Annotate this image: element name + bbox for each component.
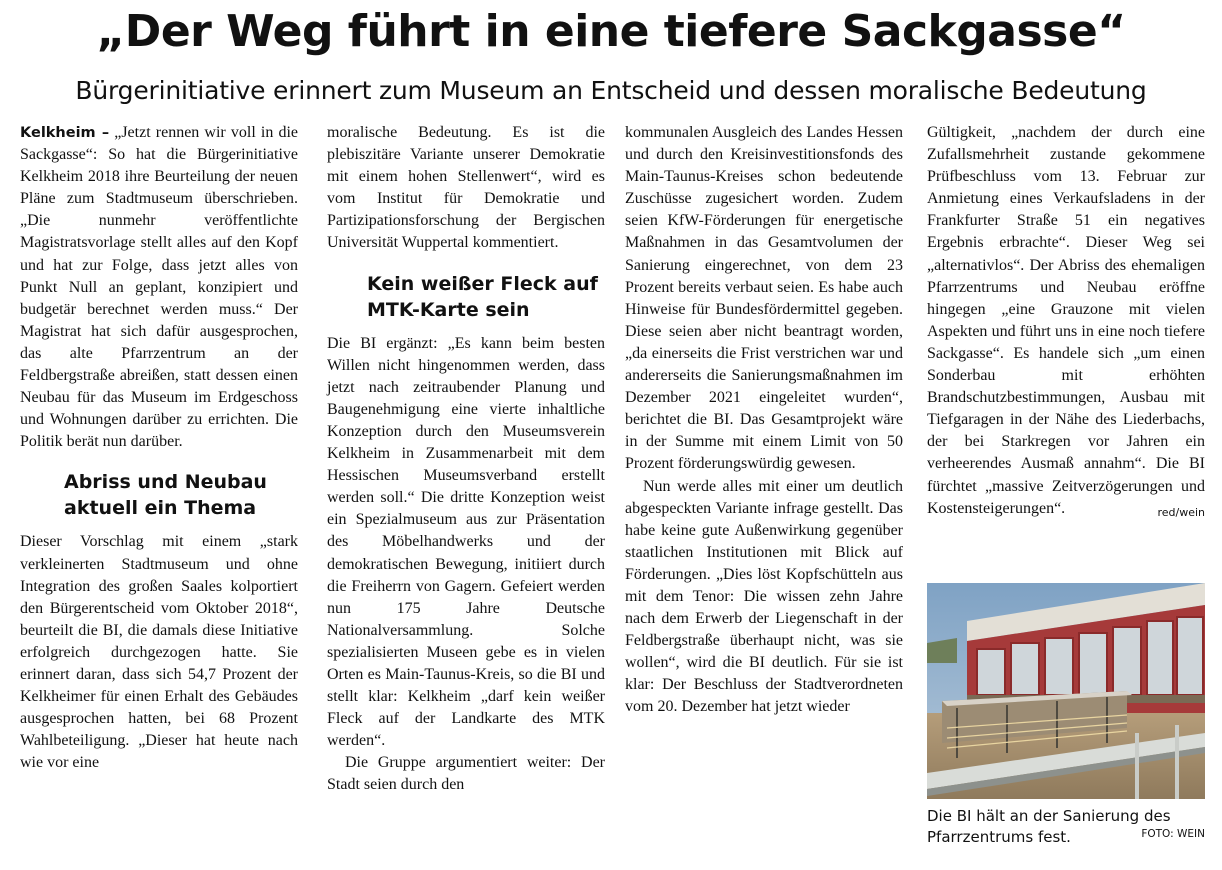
section-subtitle: Kein weißer Fleck auf MTK-Karte sein [367,272,598,321]
paragraph [20,122,298,453]
paragraph-text: „Jetzt rennen wir voll in die Sackgasse“: So hat die Bürgerinitiative Kelkheim 2018 ihre Beurteilung der neuen Pläne zum Stadtmuseum überschrieben. „Die nunmehr veröffentlichte Magistratsvorlage stellt alles auf den Kopf und hat zur Folge, dass jetzt alles von Punkt Null an geplant, konzipiert und budgetär berechnet werden muss.“ Der Magistrat hat sich dafür ausgesprochen, das alte Pfarrzentrum an der Feldbergstraße abreißen, statt dessen einen Neubau für das Museum im Erdgeschoss und Wohnungen darüber zu errichten. Die Politik berät nun darüber. [20,124,298,451]
paragraph: Die BI ergänzt: „Es kann beim besten Willen nicht hingenommen werden, dass jetzt nach zeitraubender Planung und Baugenehmigung eine vierte inhaltliche Konzeption durch den Museumsverein Kelkheim in Zusammenarbeit mit dem Hessischen Museumsverband erstellt werden soll.“ Die dritte Konzeption weist ein Spezialmuseum aus zur Präsentation des Möbelhandwerks und der demokratischen Bewegung, initiiert durch die Freiherrn von Gagern. Gefeiert werden nun 175 Jahre Deutsche Nationalversammlung. Solche spezialisierten Museen gebe es in vielen Orten es Main-Taunus-Kreis, so die BI und stellt klar: Kelkheim „darf kein weißer Fleck auf der Landkarte des MTK werden“. [327,334,605,750]
paragraph: Die Gruppe argumentiert weiter: Der Stadt seien durch den [327,754,605,794]
headline: „Der Weg führt in eine tiefere Sackgasse“ [96,6,1126,57]
photo-pfarrzentrum [927,583,1205,799]
caption-text: Die BI hält an der Sanierung des Pfarrzentrums fest. [927,807,1171,846]
column-3 [625,122,903,719]
subheadline: Bürgerinitiative erinnert zum Museum an Entscheid und dessen moralische Bedeutung [75,76,1147,105]
author-credit: red/wein [1157,505,1205,519]
paragraph: Dieser Vorschlag mit einem „stark verkleinerten Stadtmuseum und ohne Integration des großen Saales kolportiert den Bürgerentscheid vom Oktober 2018“, beurteilt die BI, die damals diese Initiative erfolgreich durchgezogen hatte. Sie erinnert daran, dass sich 54,7 Prozent der Kelkheimer für einen Erhalt des Gebäudes ausgesprochen hatten, bei 68 Prozent Wahlbeteiligung. „Dieser hat heute nach wie vor eine [20,533,298,772]
building-photo-illustration [927,583,1205,799]
paragraph [927,122,1205,520]
paragraph: kommunalen Ausgleich des Landes Hessen und durch den Kreisinvestitionsfonds des Main-Taunus-Kreises schon bedeutende Zuschüsse zugesichert worden. Zudem seien KfW-Förderungen für energetische Maßnahmen in das Gesamtvolumen der Sanierung eingerechnet, von dem 23 Prozent bereits verbaut seien. Es habe auch Hinweise für Bundesfördermittel gegeben. Diese seien aber nicht beantragt worden, „da einerseits die Frist verstrichen war und andererseits die Sanierungsmaßnahmen im Dezember 2021 eingeleitet wurden“, berichtet die BI. Das Gesamtprojekt wäre in der Summe mit einem Limit von 50 Prozent förderungswürdig gewesen. [625,124,903,473]
photo-credit: FOTO: WEIN [1141,828,1205,840]
dateline: Kelkheim – [20,125,110,141]
column-1 [20,122,298,774]
column-2 [327,122,605,797]
paragraph: Nun werde alles mit einer um deutlich abgespeckten Variante infrage gestellt. Das habe keine gute Außenwirkung gegenüber staatlichen Institutionen mit Blick auf Förderungen. „Dies löst Kopfschütteln aus mit dem Tenor: Die wissen zehn Jahre nach dem Erwerb der Liegenschaft in der Feldbergstraße überhaupt nicht, was sie wollen“, wird die BI deutlich. Für sie ist klar: Der Beschluss der Stadtverordneten vom 20. Dezember hat jetzt wieder [625,477,903,716]
paragraph-text: Gültigkeit, „nachdem der durch eine Zufallsmehrheit zustande gekommene Prüfbeschluss vom 13. Februar zur Anmietung eines Verkaufsladens in der Frankfurter Straße 51 ein negatives Ergebnis erbrachte“. Dieser Weg sei „alternativlos“. Der Abriss des ehemaligen Pfarrzentrums und Neubau eröffne hingegen „eine Grauzone mit vielen Aspekten und führt uns in eine noch tiefere Sackgasse“. Es handele sich „um einen Sonderbau mit erhöhten Brandschutzbestimmungen, Ausbau mit Tiefgaragen in der Nähe des Liederbachs, der bei Starkregen vor Jahren ein verheerendes Ausmaß annahm“. Die BI fürchtet „massive Zeitverzögerungen und Kostensteigerungen“. [927,124,1205,517]
section-subtitle: Abriss und Neubau aktuell ein Thema [64,471,267,520]
column-4 [927,122,1205,524]
paragraph: moralische Bedeutung. Es ist die plebiszitäre Variante unserer Demokratie mit einem hohen Stellenwert“, wird es vom Institut für Demokratie und Partizipationsforschung der Bergischen Universität Wuppertal kommentiert. [327,124,605,252]
photo-caption [927,806,1205,848]
